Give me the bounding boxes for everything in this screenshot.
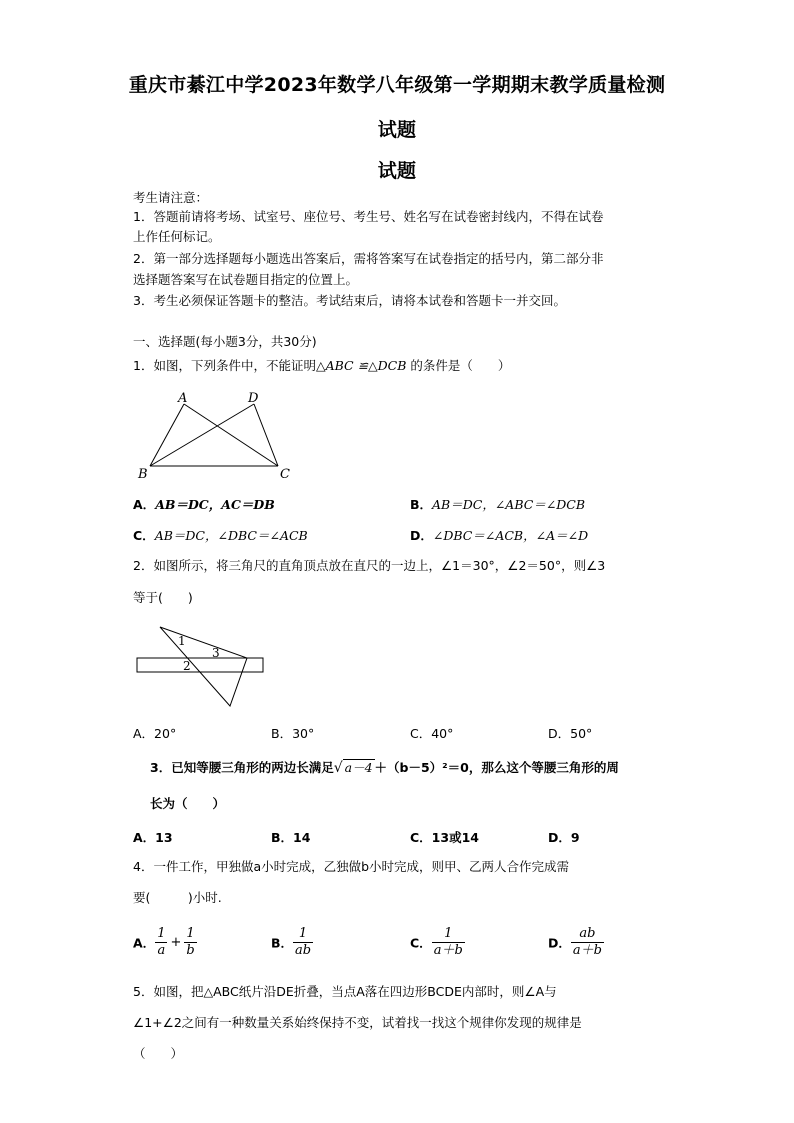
- q4-option-b-label: B．: [271, 935, 294, 951]
- q1-stem-math: △ABC ≌△DCB: [315, 358, 407, 373]
- q2-stem-line2: 等于( ): [133, 590, 193, 605]
- q3-radicand: a－4: [344, 760, 373, 775]
- q1-option-d[interactable]: [410, 526, 588, 544]
- q1-label-b: B: [138, 467, 148, 482]
- q2-ruler-triangle-figure: [132, 622, 272, 714]
- section1-heading: 一、选择题(每小题3分，共30分): [133, 334, 317, 349]
- q1-label-d: D: [248, 391, 259, 406]
- q1-option-a-label: A．: [133, 497, 156, 512]
- q2-angle-1: 1: [178, 634, 186, 648]
- q2-option-b[interactable]: B．30°: [271, 726, 315, 741]
- q5-stem-line1: 5．如图，把△ABC纸片沿DE折叠，当点A落在四边形BCDE内部时，则∠A与: [133, 984, 557, 999]
- q3-option-a[interactable]: A．13: [133, 830, 173, 845]
- q2-angle-2: 2: [183, 659, 191, 673]
- q4-option-a-label: A．: [133, 935, 156, 951]
- q3-option-c[interactable]: C．13或14: [410, 830, 479, 845]
- exam-title-line2: 试题: [377, 119, 417, 141]
- q4-option-a-plus: +: [170, 935, 182, 950]
- q1-stem-b: 的条件是（ ）: [406, 358, 511, 373]
- q1-option-c-label: C．: [133, 528, 155, 543]
- q4-option-a-frac2: $\frac{1}{b}$: [186, 926, 195, 958]
- q1-option-d-text: ∠DBC＝∠ACB，∠A＝∠D: [432, 528, 589, 543]
- q3-stem-line1: [150, 760, 619, 776]
- q1-label-a: A: [178, 391, 188, 406]
- q1-option-d-label: D．: [410, 528, 433, 543]
- notice-item1-line2: 上作任何标记。: [133, 229, 221, 244]
- q1-option-b-label: B．: [410, 497, 433, 512]
- q5-stem-line2: ∠1+∠2之间有一种数量关系始终保持不变，试着找一找这个规律你发现的规律是: [133, 1015, 582, 1030]
- q1-option-b[interactable]: [410, 495, 585, 513]
- notice-item3: 3．考生必须保证答题卡的整洁。考试结束后，请将本试卷和答题卡一并交回。: [133, 293, 566, 308]
- q3-sqrt: √ a－4: [333, 760, 373, 776]
- q4-option-d-frac: $\frac{ab}{a+b}$: [572, 926, 602, 958]
- q3-option-b[interactable]: B．14: [271, 830, 311, 845]
- exam-title-line3: 试题: [377, 160, 417, 182]
- q4-stem-line1: 4．一件工作，甲独做a小时完成，乙独做b小时完成，则甲、乙两人合作完成需: [133, 859, 570, 874]
- notice-item1-line1: 1．答题前请将考场、试室号、座位号、考生号、姓名写在试卷密封线内，不得在试卷: [133, 209, 604, 224]
- q4-option-b[interactable]: [271, 926, 313, 959]
- notice-item2-line2: 选择题答案写在试卷题目指定的位置上。: [133, 272, 359, 287]
- q3-stem-a1: 3．已知等腰三角形的两边长满足: [150, 760, 334, 775]
- q4-option-a-frac1: $\frac{1}{a}$: [157, 926, 166, 958]
- q3-stem-line2: 长为（ ）: [150, 796, 226, 811]
- q1-segment-ac: [184, 404, 278, 466]
- q1-stem-a: 1．如图，下列条件中，不能证明: [133, 358, 316, 373]
- q4-option-d[interactable]: [548, 926, 604, 959]
- notice-item2-line1: 2．第一部分选择题每小题选出答案后，需将答案写在试卷指定的括号内，第二部分非: [133, 251, 604, 266]
- q1-option-b-text: AB＝DC，∠ABC＝∠DCB: [432, 497, 586, 512]
- q4-option-d-label: D．: [548, 935, 571, 951]
- q4-option-a[interactable]: [133, 926, 197, 959]
- q1-option-c[interactable]: [133, 526, 308, 544]
- q3-stem-a2: ＋（b－5）²＝0，那么这个等腰三角形的周: [374, 760, 619, 775]
- q3-option-d[interactable]: D．9: [548, 830, 580, 845]
- q2-stem-line1: 2．如图所示，将三角尺的直角顶点放在直尺的一边上，∠1＝30°，∠2＝50°，则∠3: [133, 558, 606, 573]
- q1-segment-ab: [150, 404, 184, 466]
- q2-option-a[interactable]: A．20°: [133, 726, 177, 741]
- q4-stem-line2: 要( )小时.: [133, 890, 222, 905]
- exam-title-line1: 重庆市綦江中学2023年数学八年级第一学期期末教学质量检测: [128, 74, 666, 96]
- q1-stem: [133, 358, 510, 374]
- q1-option-c-text: AB＝DC，∠DBC＝∠ACB: [154, 528, 308, 543]
- q1-triangle-figure: [132, 388, 302, 488]
- q2-option-d[interactable]: D．50°: [548, 726, 593, 741]
- q2-triangle: [160, 627, 247, 706]
- q2-option-c[interactable]: C．40°: [410, 726, 454, 741]
- q2-angle-3: 3: [212, 646, 220, 660]
- q5-stem-line3: （ ）: [133, 1046, 184, 1061]
- q4-option-b-frac: $\frac{1}{ab}$: [295, 926, 312, 958]
- q1-option-a-text: AB＝DC，AC＝DB: [155, 497, 275, 512]
- q1-segment-db: [150, 404, 254, 466]
- q4-option-c-frac: $\frac{1}{a+b}$: [433, 926, 463, 958]
- q4-option-c[interactable]: [410, 926, 465, 959]
- q1-option-a[interactable]: [133, 495, 275, 513]
- q4-option-c-label: C．: [410, 935, 432, 951]
- q1-segment-dc: [254, 404, 278, 466]
- q1-label-c: C: [280, 467, 290, 482]
- notice-heading: 考生请注意：: [133, 190, 209, 205]
